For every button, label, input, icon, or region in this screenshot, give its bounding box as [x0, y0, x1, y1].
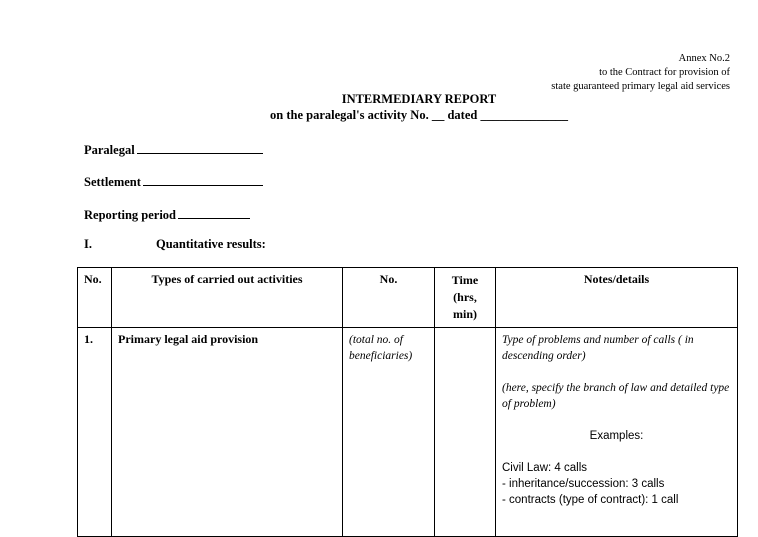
settlement-label: Settlement: [84, 175, 141, 189]
report-title-sub: on the paralegal's activity No. __ dated ______________: [270, 108, 568, 122]
reporting-period-field: [84, 206, 250, 223]
report-title: [0, 91, 758, 123]
header-types: Types of carried out activities: [112, 268, 343, 328]
notes-hint-problems: Type of problems and number of calls ( in descending order): [502, 334, 694, 362]
settlement-blank[interactable]: [143, 173, 263, 186]
section-title: Quantitative results:: [156, 237, 266, 251]
header-notes: Notes/details: [496, 268, 738, 328]
notes-example-contracts: - contracts (type of contract): 1 call: [502, 494, 679, 506]
notes-example-civil-law: Civil Law: 4 calls: [502, 462, 587, 474]
settlement-field: [84, 173, 263, 190]
annex-number: Annex No.2: [678, 53, 730, 64]
notes-examples-heading: Examples:: [589, 430, 644, 442]
notes-example-inheritance: - inheritance/succession: 3 calls: [502, 478, 665, 490]
notes-hint-branch: (here, specify the branch of law and detailed type of problem): [502, 382, 730, 410]
row-count-hint: (total no. of beneficiaries): [343, 328, 435, 537]
annex-contract: to the Contract for provision of: [599, 67, 730, 78]
row-number: 1.: [78, 328, 112, 537]
paralegal-field: [84, 141, 263, 158]
header-time: Time (hrs, min): [435, 268, 496, 328]
table-row: [78, 328, 738, 537]
row-notes: [496, 328, 738, 537]
activities-table: [77, 267, 738, 537]
reporting-period-blank[interactable]: [178, 206, 250, 219]
table-header-row: [78, 268, 738, 328]
paralegal-label: Paralegal: [84, 143, 135, 157]
annex-service: state guaranteed primary legal aid services: [551, 81, 730, 92]
paralegal-blank[interactable]: [137, 141, 263, 154]
report-title-main: INTERMEDIARY REPORT: [341, 92, 497, 106]
annex-block: [551, 52, 730, 94]
header-no: No.: [78, 268, 112, 328]
row-activity: Primary legal aid provision: [112, 328, 343, 537]
header-count: No.: [343, 268, 435, 328]
row-time: [435, 328, 496, 537]
reporting-period-label: Reporting period: [84, 208, 177, 222]
section-number: I.: [84, 237, 92, 251]
